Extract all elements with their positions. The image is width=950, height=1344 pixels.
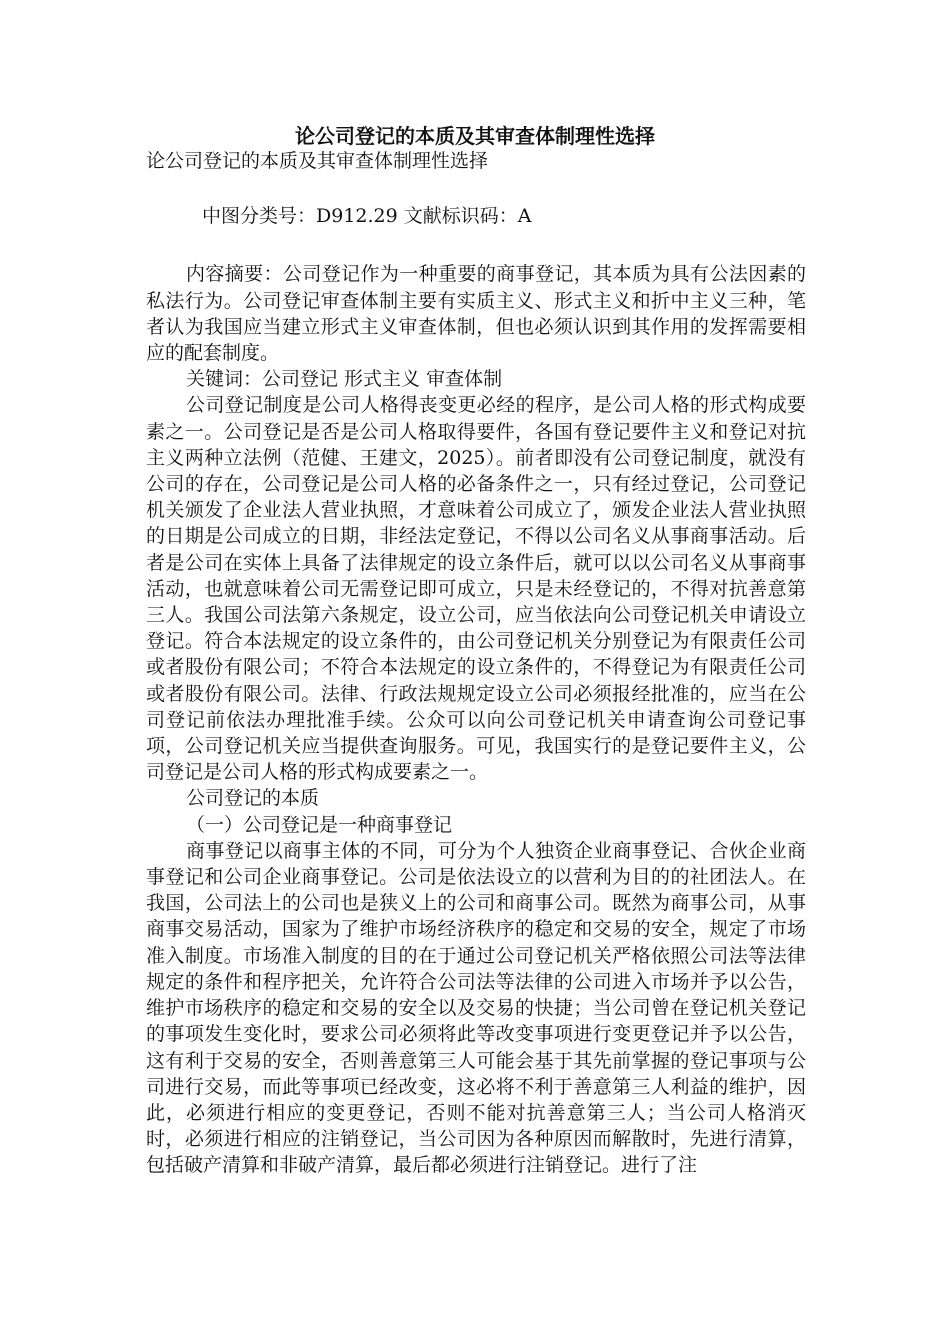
subsection-heading: （一）公司登记是一种商事登记 [186,813,453,836]
spacer [146,229,806,261]
classification-line: 中图分类号：D912.29 文献标识码：A [202,205,532,228]
keywords-line: 关键词：公司登记 形式主义 审查体制 [186,368,503,391]
body-paragraph: 公司登记制度是公司人格得丧变更必经的程序，是公司人格的形式构成要素之一。公司登记是否是公司人格取得要件，各国有登记要件主义和登记对抗主义两种立法例（范健、王建文，2025）。前者即没有公司登记制度，就没有公司的存在，公司登记是公司人格的必备条件之一，只有经过登记，公司登记机关颁发了企业法人营业执照，才意味着公司成立了，颁发企业法人营业执照的日期是公司成立的日期，非经法定登记，不得以公司名义从事商事活动。后者是公司在实体上具备了法律规定的设立条件后，就可以以公司名义从事商事活动，也就意味着公司无需登记即可成立，只是未经登记的，不得对抗善意第三人。我国公司法第六条规定，设立公司，应当依法向公司登记机关申请设立登记。符合本法规定的设立条件的，由公司登记机关分别登记为有限责任公司或者股份有限公司；不符合本法规定的设立条件的，不得登记为有限责任公司或者股份有限公司。法律、行政法规规定设立公司必须报经批准的，应当在公司登记前依法办理批准手续。公众可以向公司登记机关申请查询公司登记事项，公司登记机关应当提供查询服务。可见，我国实行的是登记要件主义，公司登记是公司人格的形式构成要素之一。 [146,394,806,784]
section-heading: 公司登记的本质 [186,787,320,810]
document-body [146,148,806,1179]
spacer [146,174,806,203]
body-paragraph: 商事登记以商事主体的不同，可分为个人独资企业商事登记、合伙企业商事登记和公司企业商事登记。公司是依法设立的以营利为目的的社团法人。在我国，公司法上的公司也是狭义上的公司和商事公司。既然为商事公司，从事商事交易活动，国家为了维护市场经济秩序的稳定和交易的安全，规定了市场准入制度。市场准入制度的目的在于通过公司登记机关严格依照公司法等法律规定的条件和程序把关，允许符合公司法等法律的公司进入市场并予以公告，维护市场秩序的稳定和交易的安全以及交易的快捷；当公司曾在登记机关登记的事项发生变化时，要求公司必须将此等改变事项进行变更登记并予以公告，这有利于交易的安全，否则善意第三人可能会基于其先前掌握的登记事项与公司进行交易，而此等事项已经改变，这必将不利于善意第三人利益的维护，因此，必须进行相应的变更登记，否则不能对抗善意第三人；当公司人格消灭时，必须进行相应的注销登记，当公司因为各种原因而解散时，先进行清算，包括破产清算和非破产清算，最后都必须进行注销登记。进行了注 [146,839,806,1177]
document-title: 论公司登记的本质及其审查体制理性选择 [295,124,655,148]
document-subtitle: 论公司登记的本质及其审查体制理性选择 [146,150,489,172]
abstract-paragraph: 内容摘要：公司登记作为一种重要的商事登记，其本质为具有公法因素的私法行为。公司登记审查体制主要有实质主义、形式主义和折中主义三种，笔者认为我国应当建立形式主义审查体制，但也必须认识到其作用的发挥需要相应的配套制度。 [146,263,806,365]
